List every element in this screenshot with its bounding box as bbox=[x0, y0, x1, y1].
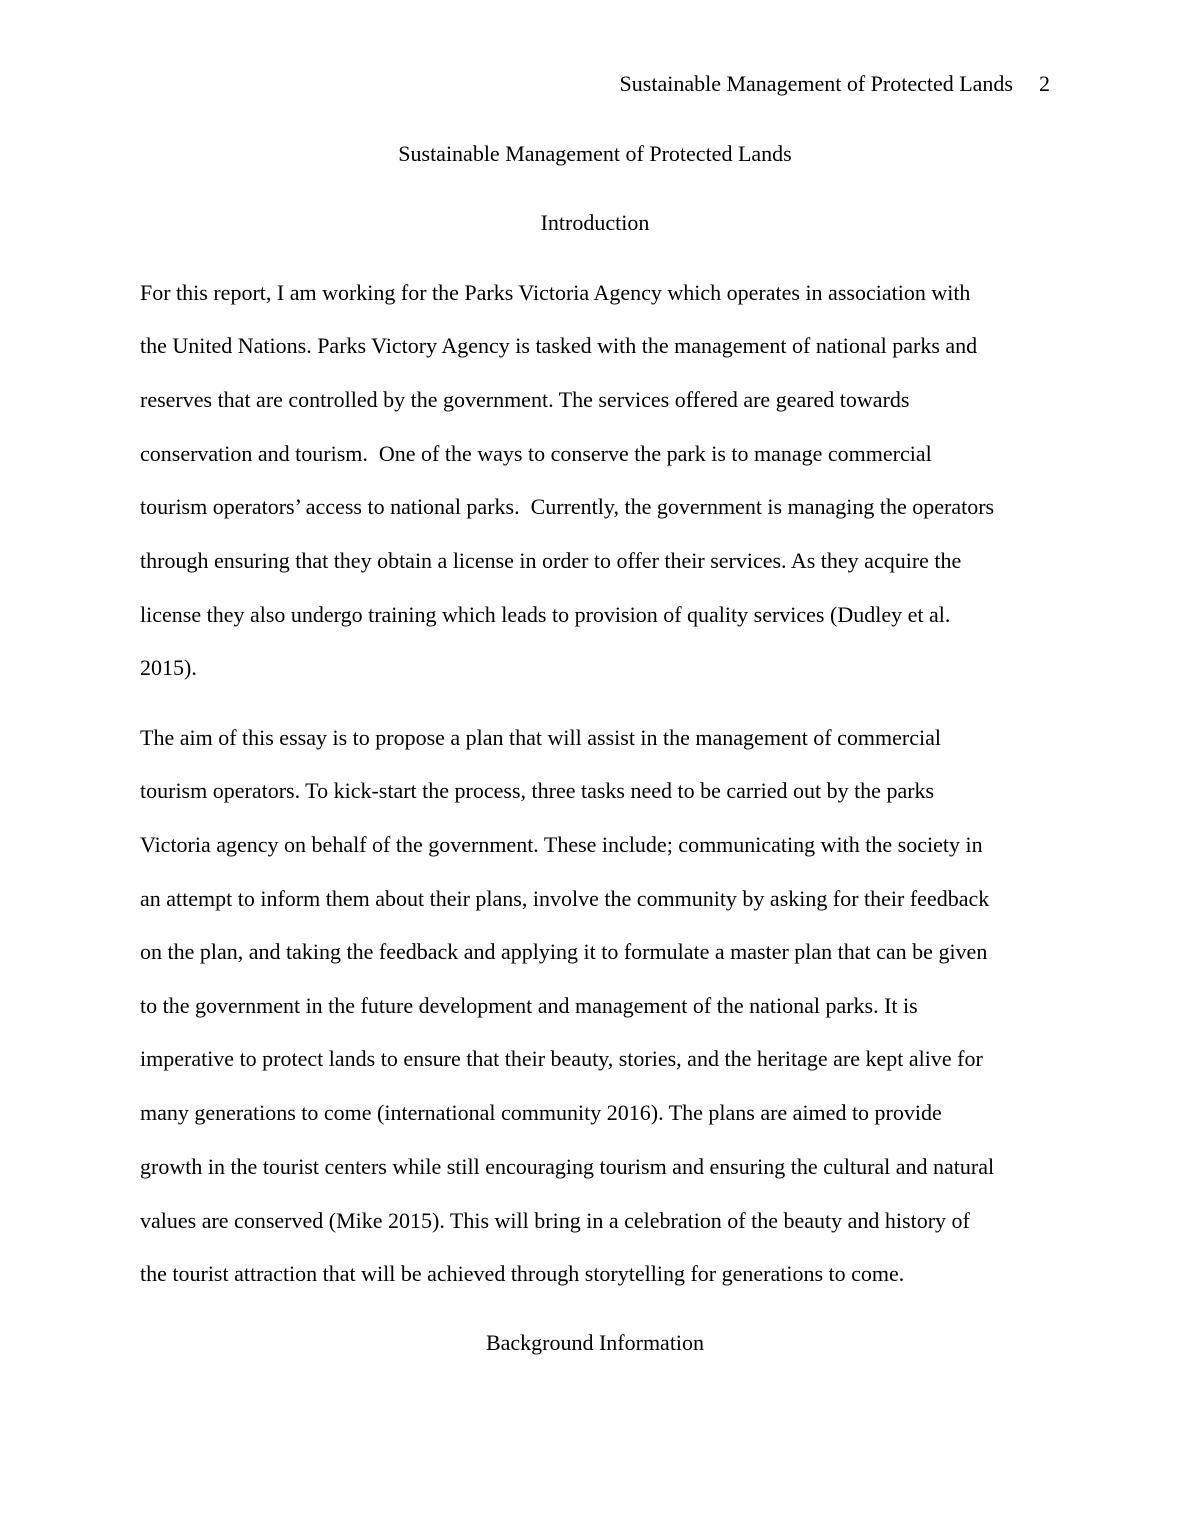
running-head bbox=[620, 70, 1050, 98]
paragraph-line: many generations to come (international community 2016). The plans are aimed to provide bbox=[140, 1100, 942, 1125]
paragraph-line: reserves that are controlled by the government. The services offered are geared towards bbox=[140, 387, 910, 412]
paragraph-line: the tourist attraction that will be achieved through storytelling for generations to come. bbox=[140, 1261, 905, 1286]
paragraph-line: For this report, I am working for the Parks Victoria Agency which operates in association with bbox=[140, 280, 971, 305]
background-heading: Background Information bbox=[485, 1330, 705, 1355]
paragraph-line: on the plan, and taking the feedback and applying it to formulate a master plan that can be given bbox=[140, 939, 988, 964]
paragraph-line: the United Nations. Parks Victory Agency is tasked with the management of national parks and bbox=[140, 333, 978, 358]
paragraph-line: Victoria agency on behalf of the government. These include; communicating with the society in bbox=[140, 832, 983, 857]
paragraph-line: conservation and tourism. One of the ways to conserve the park is to manage commercial bbox=[140, 441, 932, 466]
paragraph-line: imperative to protect lands to ensure that their beauty, stories, and the heritage are kept alive for bbox=[140, 1046, 983, 1071]
paragraph-line: growth in the tourist centers while still encouraging tourism and ensuring the cultural and natural bbox=[140, 1154, 995, 1179]
page-number: 2 bbox=[1039, 71, 1050, 96]
document-title: Sustainable Management of Protected Lands bbox=[398, 141, 792, 166]
paragraph-line: tourism operators’ access to national parks. Currently, the government is managing the operators bbox=[140, 494, 995, 519]
paragraph-line: an attempt to inform them about their plans, involve the community by asking for their feedback bbox=[140, 886, 990, 911]
introduction-heading: Introduction bbox=[540, 210, 650, 235]
running-head-title: Sustainable Management of Protected Lands bbox=[619, 71, 1013, 96]
paragraph-line: 2015). bbox=[140, 655, 197, 680]
paragraph-line: tourism operators. To kick-start the process, three tasks need to be carried out by the parks bbox=[140, 778, 935, 803]
paragraph-line: values are conserved (Mike 2015). This will bring in a celebration of the beauty and history of bbox=[140, 1208, 970, 1233]
paragraph-line: to the government in the future development and management of the national parks. It is bbox=[140, 993, 918, 1018]
paragraph-line: The aim of this essay is to propose a plan that will assist in the management of commercial bbox=[140, 725, 941, 750]
paragraph-line: license they also undergo training which leads to provision of quality services (Dudley et al. bbox=[140, 602, 951, 627]
paragraph-line: through ensuring that they obtain a license in order to offer their services. As they acquire the bbox=[140, 548, 962, 573]
